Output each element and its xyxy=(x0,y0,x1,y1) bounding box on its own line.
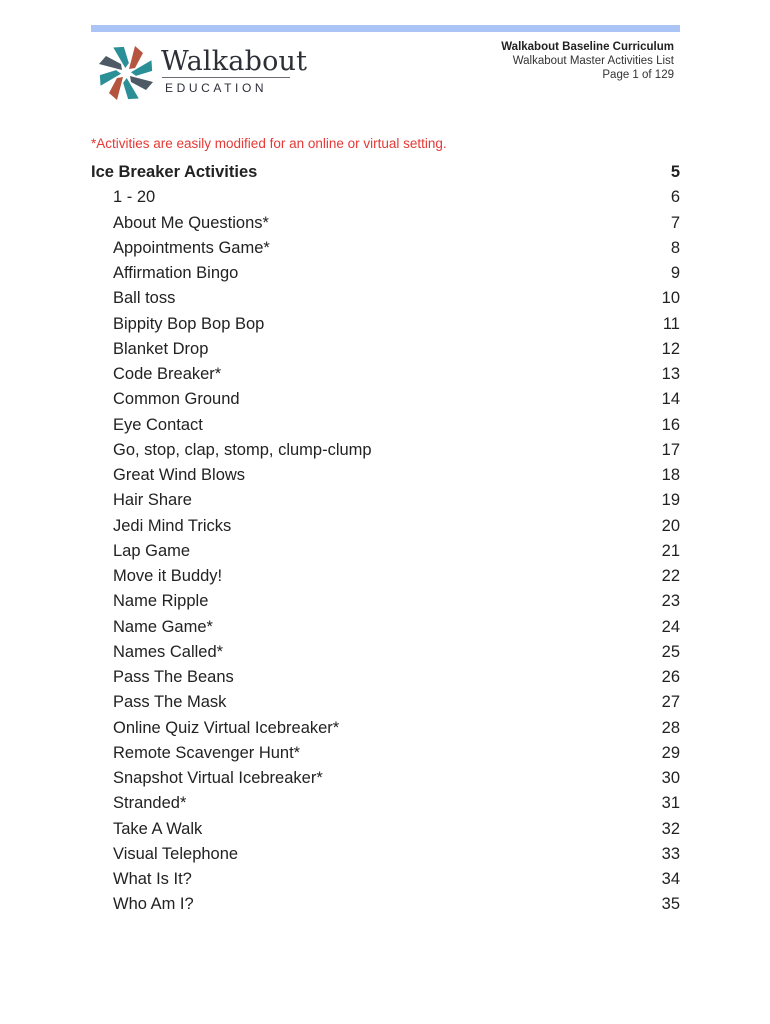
toc-entry-page-number: 33 xyxy=(661,844,680,863)
toc-entry[interactable] xyxy=(91,640,680,665)
toc-entry[interactable] xyxy=(91,892,680,917)
toc-entry-page-number: 13 xyxy=(661,365,680,383)
toc-entry-label: 1 - 20 xyxy=(113,188,156,207)
toc-entry-label: Pass The Beans xyxy=(113,668,234,686)
toc-entry-label: About Me Questions* xyxy=(113,213,269,232)
toc-entry[interactable] xyxy=(91,564,680,589)
toc-entry-page-number: 19 xyxy=(661,491,680,510)
toc-entry-page-number: 6 xyxy=(670,188,680,207)
toc-entry-label: Who Am I? xyxy=(113,895,194,914)
logo-petal xyxy=(129,46,143,69)
toc-entry[interactable] xyxy=(91,539,680,564)
toc-entry-page-number: 17 xyxy=(661,440,680,459)
logo-petal xyxy=(99,56,122,70)
toc-entry-label: Lap Game xyxy=(113,541,191,560)
toc-entry[interactable] xyxy=(91,817,680,842)
toc-entry-page-number: 28 xyxy=(661,718,680,737)
table-of-contents xyxy=(91,160,680,918)
toc-entry[interactable] xyxy=(91,615,680,640)
star-logo-icon xyxy=(95,42,157,104)
toc-entry-label: Names Called* xyxy=(113,642,224,661)
toc-entry[interactable] xyxy=(91,413,680,438)
toc-entry-label: Eye Contact xyxy=(113,415,203,434)
logo-petal xyxy=(130,76,153,90)
document-subtitle: Walkabout Master Activities List xyxy=(512,55,674,67)
toc-entry[interactable] xyxy=(91,387,680,412)
toc-entry[interactable] xyxy=(91,362,680,387)
toc-entry-label: Code Breaker* xyxy=(113,365,222,383)
toc-entry-label: What Is It? xyxy=(113,870,192,888)
toc-entry-label: Hair Share xyxy=(113,491,192,510)
toc-entry-label: Pass The Mask xyxy=(113,693,227,712)
toc-entry-label: Jedi Mind Tricks xyxy=(113,516,232,535)
toc-entry-page-number: 20 xyxy=(661,516,680,535)
toc-entry-label: Bippity Bop Bop Bop xyxy=(113,314,265,333)
toc-entry[interactable] xyxy=(91,185,680,210)
logo-divider xyxy=(162,77,290,78)
toc-entry-label: Name Game* xyxy=(113,617,213,636)
toc-entry[interactable] xyxy=(91,716,680,741)
toc-entry-page-number: 34 xyxy=(661,870,680,888)
toc-entry-label: Move it Buddy! xyxy=(113,567,223,585)
toc-entry[interactable] xyxy=(91,236,680,261)
toc-entry-label: Blanket Drop xyxy=(113,339,209,358)
toc-entry-page-number: 27 xyxy=(661,693,680,712)
toc-entry[interactable] xyxy=(91,665,680,690)
toc-entry-page-number: 9 xyxy=(670,264,680,282)
toc-entry-page-number: 18 xyxy=(661,466,680,484)
toc-entry[interactable] xyxy=(91,286,680,311)
document-header-info xyxy=(501,40,674,82)
toc-entry-page-number: 24 xyxy=(661,617,680,636)
toc-entry-label: Common Ground xyxy=(113,390,240,409)
toc-entry-label: Name Ripple xyxy=(113,592,209,611)
online-note: *Activities are easily modified for an online or virtual setting. xyxy=(91,136,447,151)
toc-entry-page-number: 11 xyxy=(662,314,680,333)
logo-subtitle: EDUCATION xyxy=(165,81,268,95)
toc-entry-page-number: 31 xyxy=(661,794,680,813)
toc-entry-page-number: 7 xyxy=(670,213,680,232)
toc-entry-page-number: 25 xyxy=(661,642,680,661)
toc-entry[interactable] xyxy=(91,463,680,488)
toc-section-heading[interactable] xyxy=(91,160,680,185)
toc-entry[interactable] xyxy=(91,312,680,337)
toc-entry[interactable] xyxy=(91,741,680,766)
walkabout-logo xyxy=(95,42,308,104)
toc-entry-label: Remote Scavenger Hunt* xyxy=(113,743,301,762)
toc-entry-label: Great Wind Blows xyxy=(113,466,246,484)
toc-entry[interactable] xyxy=(91,438,680,463)
toc-entry-page-number: 22 xyxy=(661,567,680,585)
toc-entry-page-number: 26 xyxy=(661,668,680,686)
toc-entry-label: Affirmation Bingo xyxy=(113,264,239,282)
toc-entry[interactable] xyxy=(91,211,680,236)
page-counter: Page 1 of 129 xyxy=(602,69,674,81)
toc-entry-page-number: 16 xyxy=(661,415,680,434)
section-title: Ice Breaker Activities xyxy=(91,163,258,181)
toc-entry-label: Online Quiz Virtual Icebreaker* xyxy=(113,718,340,737)
logo-petal xyxy=(109,77,123,100)
toc-entry-page-number: 10 xyxy=(661,289,680,308)
toc-entry-page-number: 29 xyxy=(661,743,680,762)
toc-entry-label: Appointments Game* xyxy=(113,238,270,257)
document-title: Walkabout Baseline Curriculum xyxy=(501,41,674,53)
toc-entry-page-number: 23 xyxy=(661,592,680,611)
header-accent-bar xyxy=(91,25,680,32)
toc-entry-label: Ball toss xyxy=(113,289,176,308)
toc-entry[interactable] xyxy=(91,867,680,892)
toc-entry-label: Visual Telephone xyxy=(113,844,239,863)
toc-entry-page-number: 12 xyxy=(661,339,680,358)
toc-entry[interactable] xyxy=(91,766,680,791)
toc-entry-page-number: 32 xyxy=(661,819,680,838)
toc-entry-label: Snapshot Virtual Icebreaker* xyxy=(113,769,323,787)
toc-entry-label: Take A Walk xyxy=(113,819,203,838)
toc-entry[interactable] xyxy=(91,488,680,513)
toc-entry-label: Go, stop, clap, stomp, clump-clump xyxy=(113,440,372,459)
toc-entry[interactable] xyxy=(91,791,680,816)
logo-wordmark: Walkabout xyxy=(161,46,308,77)
toc-entry[interactable] xyxy=(91,690,680,715)
toc-entry-page-number: 30 xyxy=(661,769,680,787)
section-page-number: 5 xyxy=(670,163,680,181)
toc-entry-page-number: 35 xyxy=(661,895,680,914)
toc-entry[interactable] xyxy=(91,514,680,539)
toc-entry-label: Stranded* xyxy=(113,794,187,813)
toc-entry[interactable] xyxy=(91,337,680,362)
toc-entry-page-number: 21 xyxy=(661,541,680,560)
toc-entry-page-number: 8 xyxy=(670,238,680,257)
toc-entry[interactable] xyxy=(91,589,680,614)
toc-entry[interactable] xyxy=(91,261,680,286)
toc-entry[interactable] xyxy=(91,842,680,867)
toc-entry-page-number: 14 xyxy=(661,390,680,409)
